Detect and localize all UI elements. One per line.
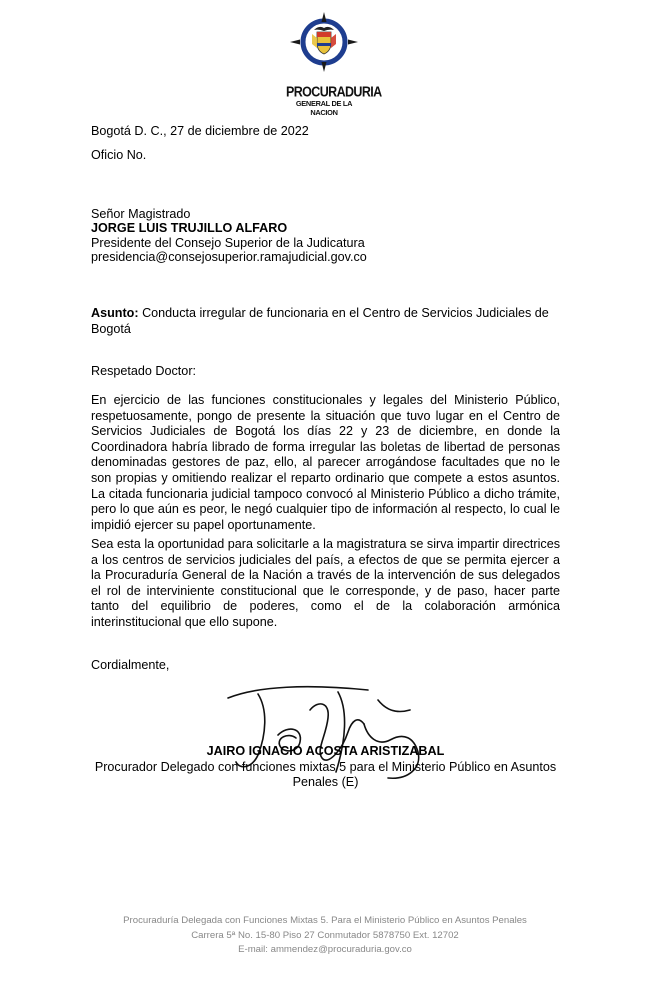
logo-title: PROCURADURIA [286,83,382,101]
seal-emblem-icon [284,10,364,86]
oficio-number: Oficio No. [91,148,147,162]
signer-title-line1: Procurador Delegado con funciones mixtas 5 para el Ministerio Público en Asuntos [94,760,557,774]
salutation-title: Señor Magistrado [91,207,191,221]
body-paragraph-2: Sea esta la oportunidad para solicitarle a la magistratura se sirva impartir directrices a los centros de servicios judiciales del país, a efectos de que se permita ejercer a la Procuraduría General de la Nación a través de la intervención de sus delegados el rol de interviniente constitucional que le corresponde, y de paso, hacer parte tanto del equilibrio de poderes, como el de la colaboración armónica interinstitucional que ello supone. [91,537,560,629]
logo-subtitle: GENERAL DE LA NACION [295,99,353,117]
recipient-role: Presidente del Consejo Superior de la Judicatura [91,236,365,250]
closing: Cordialmente, [91,658,170,672]
signer-title-line2: Penales (E) [292,775,359,789]
footer-line-3: E-mail: ammendez@procuraduria.gov.co [238,944,412,955]
recipient-name: JORGE LUIS TRUJILLO ALFARO [91,221,288,235]
signer-name: JAIRO IGNACIO ACOSTA ARISTIZABAL [206,744,445,758]
greeting: Respetado Doctor: [91,364,197,378]
footer-line-1: Procuraduría Delegada con Funciones Mixtas 5. Para el Ministerio Público en Asuntos Penales [123,915,527,926]
recipient-email: presidencia@consejosuperior.ramajudicial.gov.co [91,250,367,264]
footer-line-2: Carrera 5ª No. 15-80 Piso 27 Conmutador 5878750 Ext. 12702 [191,930,459,941]
body-paragraph-1: En ejercicio de las funciones constitucionales y legales del Ministerio Público, respetuosamente, pongo de presente la situación que tuvo lugar en el Centro de Servicios Judiciales de Bogotá los días 22 y 23 de diciembre, en donde la Coordinadora habría librado de forma irregular las boletas de libertad de personas denominadas gestores de paz, ello, al parecer arrogándose facultades que no le son propias y omitiendo realizar el reparto ordinario que compete a estos asuntos. La citada funcionaria judicial tampoco convocó al Ministerio Público a dicho trámite, pero lo que aún es peor, le negó cualquier tipo de información al respecto, lo cual le impidió ejercer su papel oportunamente. [91,393,560,532]
place-date: Bogotá D. C., 27 de diciembre de 2022 [91,124,309,138]
subject [91,306,560,337]
subject-label: Asunto: [91,306,139,320]
procuraduria-logo [284,10,382,117]
subject-text: Conducta irregular de funcionaria en el Centro de Servicios Judiciales de Bogotá [91,306,549,336]
